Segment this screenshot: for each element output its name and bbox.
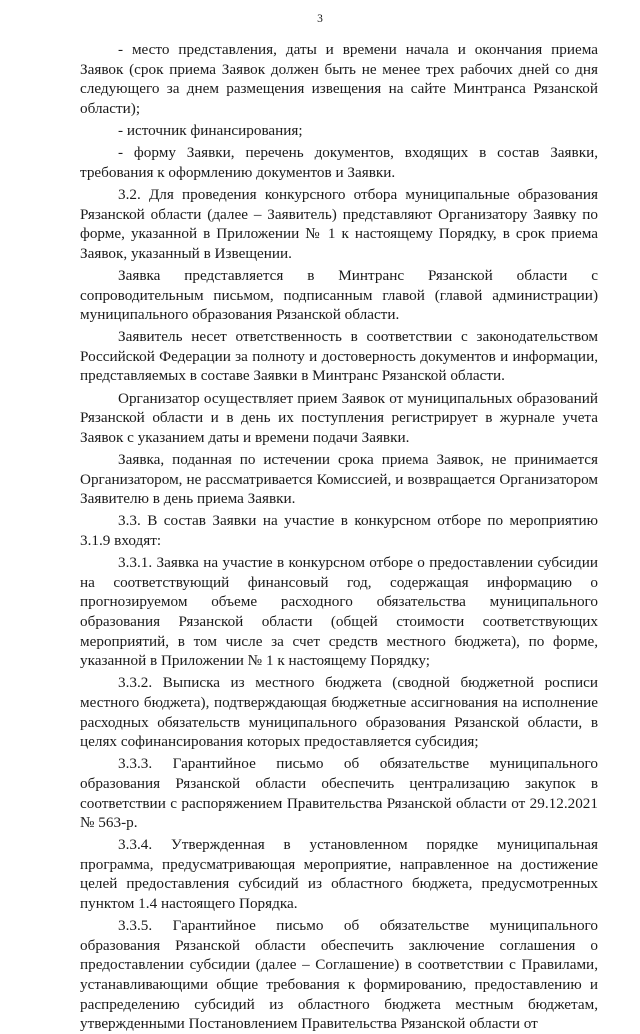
paragraph: 3.3.4. Утвержденная в установленном порядке муниципальная программа, предусматривающая мероприятие, направленное на достижение целей предоставления субсидий из областного бюджета, предусмотренных пунктом 1.4 настоящего Порядка. bbox=[80, 836, 598, 913]
paragraph: Заявка, поданная по истечении срока приема Заявок, не принимается Организатором, не рассматривается Комиссией, и возвращается Организатором Заявителю в день приема Заявки. bbox=[80, 451, 598, 508]
paragraph: 3.3.5. Гарантийное письмо об обязательстве муниципального образования Рязанской области обеспечить заключение соглашения о предоставлении субсидии (далее – Соглашение) в соответствии с Правилами, устанавливающими общие требования к формированию, предоставлению и распределению субсидий из областного бюджета местным бюджетам, утвержденными Постановлением Правительства Рязанской области от bbox=[80, 917, 598, 1033]
paragraph: - форму Заявки, перечень документов, входящих в состав Заявки, требования к оформлению документов и Заявки. bbox=[80, 144, 598, 181]
paragraph: Организатор осуществляет прием Заявок от муниципальных образований Рязанской области и в день их поступления регистрирует в журнале учета Заявок с указанием даты и времени подачи Заявки. bbox=[80, 389, 598, 446]
paragraph: 3.3. В состав Заявки на участие в конкурсном отборе по мероприятию 3.1.9 входят: bbox=[80, 512, 598, 549]
page-number: 3 bbox=[317, 13, 323, 25]
paragraph: 3.3.2. Выписка из местного бюджета (сводной бюджетной росписи местного бюджета), подтверждающая бюджетные ассигнования на исполнение расходных обязательств муниципального образования Рязанской области, в целях софинансирования которых предоставляется субсидия; bbox=[80, 674, 598, 751]
paragraph: - место представления, даты и времени начала и окончания приема Заявок (срок приема Заявок должен быть не менее трех рабочих дней со дня следующего за днем размещения извещения на сайте Минтранса Рязанской области); bbox=[80, 41, 598, 117]
document-body bbox=[80, 40, 598, 1034]
paragraph: Заявка представляется в Минтранс Рязанской области с сопроводительным письмом, подписанным главой (главой администрации) муниципального образования Рязанской области. bbox=[80, 266, 598, 324]
paragraph: 3.2. Для проведения конкурсного отбора муниципальные образования Рязанской области (далее – Заявитель) представляют Организатору Заявку по форме, указанной в Приложении № 1 к настоящему Порядку, в срок приема Заявок, указанный в Извещении. bbox=[80, 185, 598, 262]
paragraph: - источник финансирования; bbox=[118, 121, 303, 139]
paragraph: 3.3.3. Гарантийное письмо об обязательстве муниципального образования Рязанской области обеспечить централизацию закупок в соответствии с распоряжением Правительства Рязанской области от 29.12.2021 № 563-р. bbox=[80, 755, 598, 832]
paragraph: 3.3.1. Заявка на участие в конкурсном отборе о предоставлении субсидии на соответствующий финансовый год, содержащая информацию о прогнозируемом объеме расходного обязательства муниципального образования Рязанской области (общей стоимости соответствующих мероприятий, в том числе за счет средств местного бюджета), по форме, указанной в Приложении № 1 к настоящему Порядку; bbox=[80, 554, 598, 670]
paragraph: Заявитель несет ответственность в соответствии с законодательством Российской Федерации за полноту и достоверность документов и информации, представляемых в составе Заявки в Минтранс Рязанской области. bbox=[80, 328, 598, 385]
